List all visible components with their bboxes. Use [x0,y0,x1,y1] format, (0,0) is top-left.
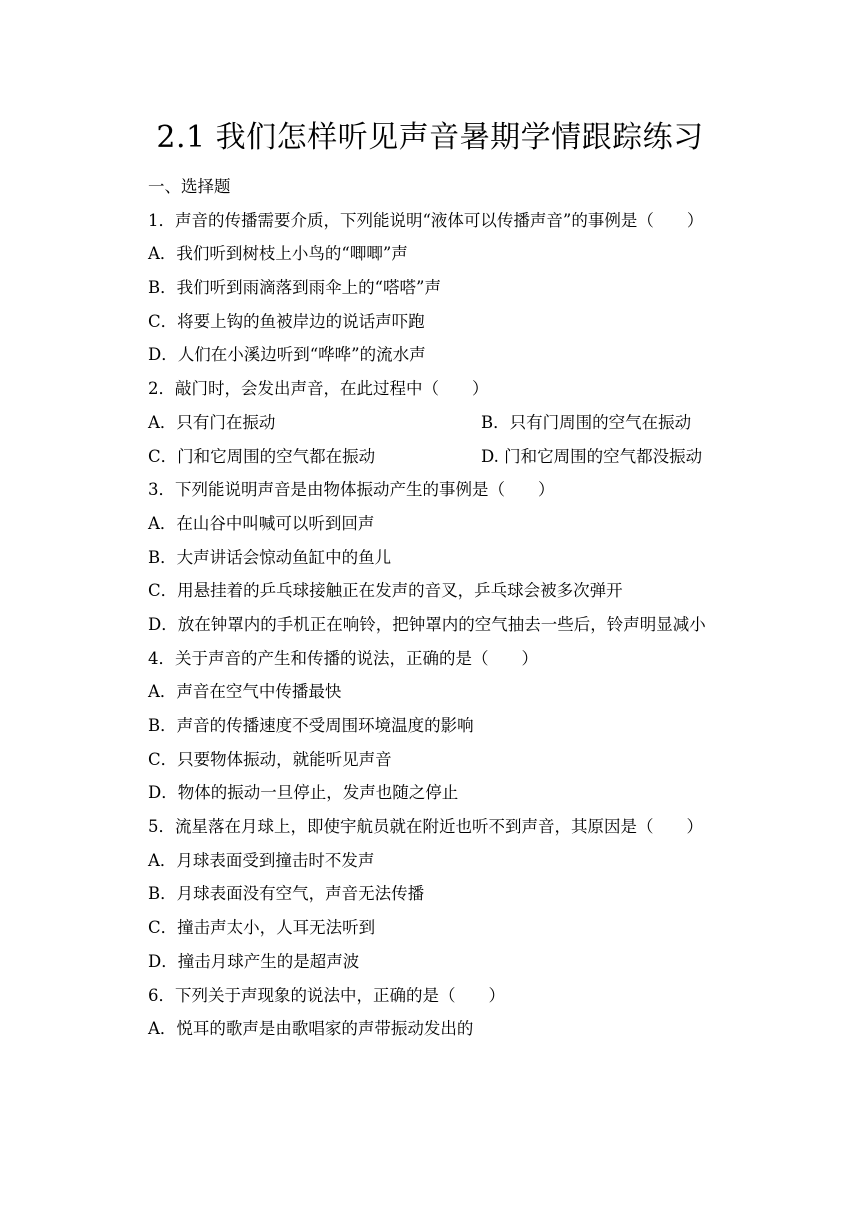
option: D．人们在小溪边听到“哗哗”的流水声 [148,345,426,365]
document-title: 2.1 我们怎样听见声音暑期学情跟踪练习 [156,120,704,155]
option-row [148,406,718,440]
option: A．声音在空气中传播最快 [148,682,342,702]
option: A．在山谷中叫喊可以听到回声 [148,513,375,533]
question-stem: 6．下列关于声现象的说法中，正确的是（ ） [148,985,505,1005]
option: D. 门和它周围的空气都没振动 [481,446,703,466]
option: B．声音的传播速度不受周围环境温度的影响 [148,716,474,736]
question-stem: 2．敲门时，会发出声音，在此过程中（ ） [148,379,489,399]
section-heading: 一、选择题 [148,177,231,196]
option: B．只有门周围的空气在振动 [481,412,692,432]
option: D．撞击月球产生的是超声波 [148,951,360,971]
option: C．门和它周围的空气都在振动 [148,446,376,466]
option-row [148,440,718,474]
option: B．月球表面没有空气，声音无法传播 [148,884,425,904]
option: B．我们听到雨滴落到雨伞上的“嗒嗒”声 [148,278,441,298]
option: D．物体的振动一旦停止，发声也随之停止 [148,783,459,803]
option: A．只有门在振动 [148,412,276,432]
option: C．撞击声太小，人耳无法听到 [148,918,376,938]
option: D．放在钟罩内的手机正在响铃，把钟罩内的空气抽去一些后，铃声明显减小 [148,614,706,634]
option: C．只要物体振动，就能听见声音 [148,749,392,769]
question-stem: 5．流星落在月球上，即使宇航员就在附近也听不到声音，其原因是（ ） [148,817,703,837]
option: C．将要上钩的鱼被岸边的说话声吓跑 [148,311,425,331]
question-stem: 1．声音的传播需要介质，下列能说明“液体可以传播声音”的事例是（ ） [148,210,704,230]
option: B．大声讲话会惊动鱼缸中的鱼儿 [148,547,392,567]
option: C．用悬挂着的乒乓球接触正在发声的音叉，乒乓球会被多次弹开 [148,581,623,601]
question-stem: 4．关于声音的产生和传播的说法，正确的是（ ） [148,648,538,668]
option: A．月球表面受到撞击时不发声 [148,850,375,870]
question-list [148,170,718,1046]
option: A．我们听到树枝上小鸟的“唧唧”声 [148,244,408,264]
option: A．悦耳的歌声是由歌唱家的声带振动发出的 [148,1019,474,1039]
question-stem: 3．下列能说明声音是由物体振动产生的事例是（ ） [148,480,555,500]
